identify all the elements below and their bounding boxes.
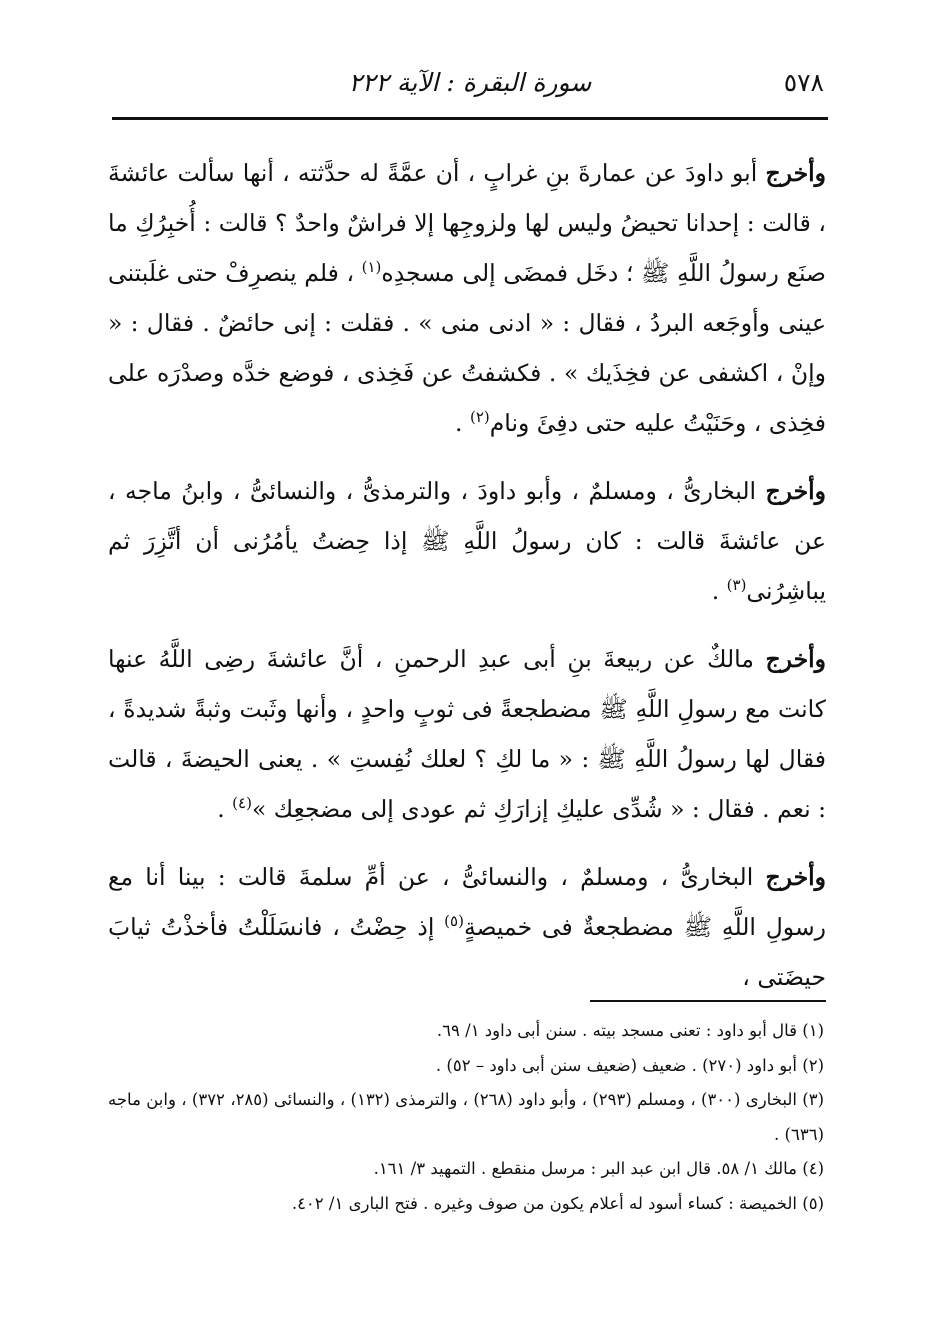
footnotes: [108, 1014, 824, 1221]
footnote: (١) قال أبو داود : تعنى مسجد بيته . سنن أبى داود ١/ ٦٩.: [436, 1021, 824, 1040]
paragraph-text: أبو داودَ عن عمارةَ بنِ غرابٍ ، أن عمَّةً له حدَّثته ، أنها سألت عائشةَ ، قالت : إحدانا تحيضُ وليس لها ولزوجِها إلا فراشٌ واحدٌ ؟ قالت : أُخبِرُكِ ما صنَع رسولُ اللَّهِ ﷺ ؛ دخَل فمضَى إلى مسجدِه: [108, 159, 827, 287]
paragraph: [108, 852, 826, 1002]
footnote-marker: (٥): [444, 912, 464, 931]
footnote: (٣) البخارى (٣٠٠) ، ومسلم (٢٩٣) ، وأبو داود (٢٦٨) ، والترمذى (١٣٢) ، والنسائى (٢٨٥، ٣٧٢) ، وابن ماجه (٦٣٦) .: [108, 1090, 824, 1144]
paragraph-text: .: [455, 409, 470, 437]
paragraph: [108, 148, 826, 448]
paragraph: [108, 634, 826, 834]
footnote: (٤) مالك ١/ ٥٨. قال ابن عبد البر : مرسل منقطع . التمهيد ٣/ ١٦١.: [373, 1159, 824, 1178]
page-header: [112, 66, 828, 106]
paragraph-lead-word: وأخرج: [765, 645, 826, 673]
page-number: ٥٧٨: [783, 68, 824, 97]
footnote-marker: (٣): [726, 576, 747, 595]
paragraph-text: البخارىُّ ، ومسلمٌ ، وأبو داودَ ، والترمذىُّ ، والنسائىُّ ، وابنُ ماجه ، عن عائشةَ قالت : كان رسولُ اللَّهِ ﷺ إذا حِضتُ يأمُرُنى أن أتَّزِرَ ثم يباشِرُنى: [108, 477, 826, 605]
running-title: سورة البقرة : الآية ٢٢٢: [348, 68, 592, 97]
paragraph-text: ، فلم ينصرِفْ حتى غلَبتنى عينى وأوجَعه البردُ ، فقال : « ادنى منى » . فقلت : إنى حائضٌ . فقال : « وإنْ ، اكشفى عن فخِذَيك » . فكشفتُ عن فَخِذى ، فوضع خدَّه وصدْرَه على فخِذى ، وحَنَيْتُ عليه حتى دفِئَ ونام: [108, 259, 826, 437]
paragraph-text: إذ حِضْتُ ، فانسَلَلْتُ فأخذْتُ ثيابَ حيضَتى ،: [108, 913, 826, 991]
footnote: (٢) أبو داود (٢٧٠) . ضعيف (ضعيف سنن أبى داود – ٥٢) .: [435, 1055, 824, 1075]
footnote-marker: (١): [361, 258, 382, 277]
footnote-marker: (٢): [469, 408, 490, 427]
paragraph-text: .: [711, 577, 727, 605]
paragraph-text: مالكٌ عن ربيعةَ بنِ أبى عبدِ الرحمنِ ، أنَّ عائشةَ رضِى اللَّهُ عنها كانت مع رسولِ اللَّهِ ﷺ مضطجعةً فى ثوبٍ واحدٍ ، وأنها وثَبت وثبةً شديدةً ، فقال لها رسولُ اللَّهِ ﷺ : « ما لكِ ؟ لعلك نُفِستِ » . يعنى الحيضةَ ، قالت : نعم . فقال : « شُدِّى عليكِ إزارَكِ ثم عودى إلى مضجعِك »: [108, 645, 826, 823]
paragraph: [108, 466, 826, 616]
paragraph-lead-word: وأخرج: [765, 477, 826, 505]
header-rule: [112, 117, 828, 120]
paragraph-text: .: [217, 795, 233, 823]
footnote: (٥) الخميصة : كساء أسود له أعلام يكون من صوف وغيره . فتح البارى ١/ ٤٠٢.: [291, 1193, 824, 1213]
footnote-marker: (٤): [232, 794, 252, 813]
paragraph-text: البخارىُّ ، ومسلمٌ ، والنسائىُّ ، عن أمِّ سلمةَ قالت : بينا أنا مع رسولِ اللَّهِ ﷺ مضطجعةٌ فى خميصةٍ: [108, 863, 826, 941]
footnote-separator: [590, 1000, 826, 1002]
paragraph-lead-word: وأخرج: [765, 159, 826, 187]
body-text: [108, 148, 826, 1020]
paragraph-lead-word: وأخرج: [765, 863, 826, 891]
